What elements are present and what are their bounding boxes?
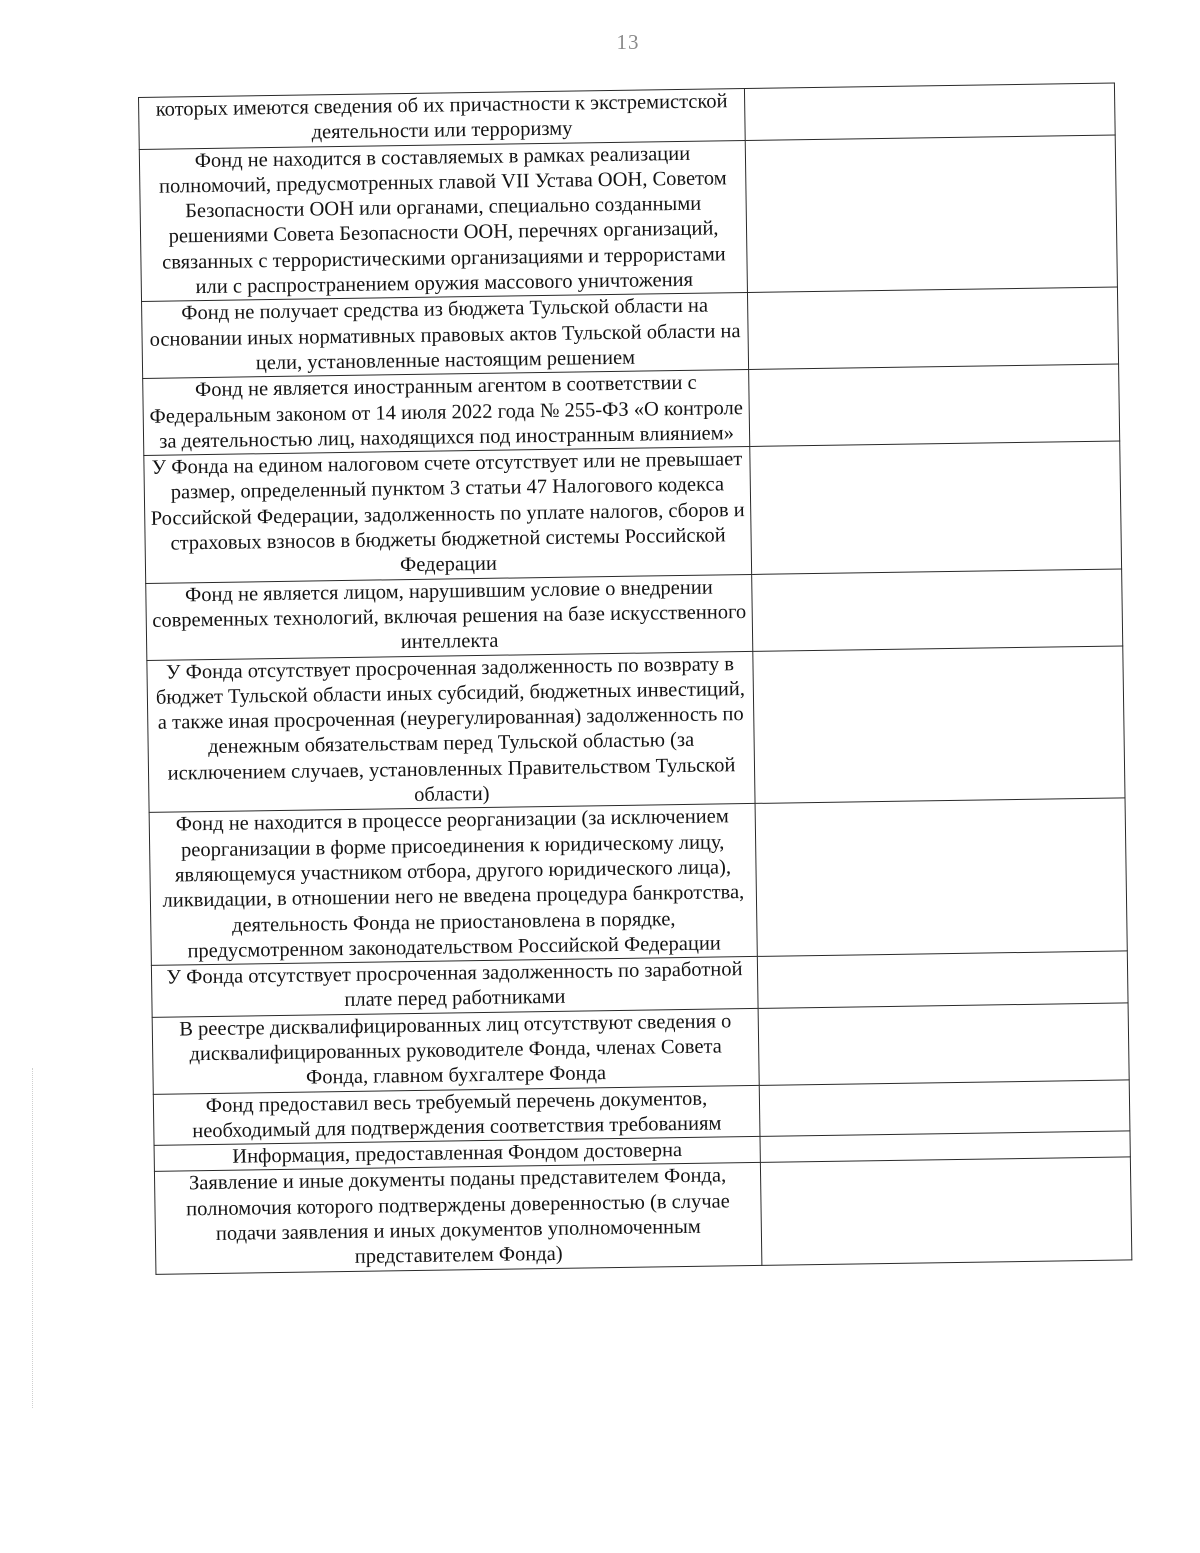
mark-cell xyxy=(758,1003,1129,1085)
criterion-cell: Фонд не получает средства из бюджета Тульской области на основании иных нормативных правовых актов Тульской области на цели, установленные настоящим решением xyxy=(142,293,749,379)
mark-cell xyxy=(747,287,1118,369)
mark-cell xyxy=(750,441,1122,574)
table-row xyxy=(142,287,1119,378)
mark-cell xyxy=(759,1079,1130,1136)
criterion-cell: Информация, предоставленная Фондом достоверна xyxy=(154,1137,760,1172)
criterion-cell: Фонд не находится в составляемых в рамках реализации полномочий, предусмотренных главой VII Устава ООН, Советом Безопасности ООН или органами, специально созданными решениями Совета Безопасности ООН, перечнях организаций, связанных с террористическими организациями и террористами или с распространением оружия массового уничтожения xyxy=(139,140,747,302)
criterion-cell: Фонд не является иностранным агентом в соответствии с Федеральным законом от 14 июля 2022 года № 255-ФЗ «О контроле за деятельностью лиц, находящихся под иностранным влиянием» xyxy=(143,370,750,456)
table-row xyxy=(154,1157,1131,1274)
scan-margin-mark xyxy=(32,1068,34,1408)
mark-cell xyxy=(749,364,1120,446)
table-row xyxy=(146,569,1123,660)
criterion-cell: У Фонда на едином налоговом счете отсутствует или не превышает размер, определенный пунктом 3 статьи 47 Налогового кодекса Российской Федерации, задолженность по уплате налогов, сборов и страховых взносов в бюджеты бюджетной системы Российской Федерации xyxy=(144,447,752,583)
criterion-cell: В реестре дисквалифицированных лиц отсутствуют сведения о дисквалифицированных руководителе Фонда, членах Совета Фонда, главном бухгалтере Фонда xyxy=(152,1008,759,1094)
criterion-cell: Фонд предоставил весь требуемый перечень документов, необходимый для подтверждения соответствия требованиям xyxy=(153,1085,760,1146)
criterion-cell: Заявление и иные документы поданы представителем Фонда, полномочия которого подтверждены доверенностью (в случае подачи заявления и иных документов уполномоченным представителем Фонда) xyxy=(154,1163,761,1274)
mark-cell xyxy=(755,798,1127,956)
page-number: 13 xyxy=(616,30,640,54)
criterion-cell: У Фонда отсутствует просроченная задолженность по заработной плате перед работниками xyxy=(151,957,758,1018)
mark-cell xyxy=(753,645,1125,803)
table-row xyxy=(149,798,1127,965)
mark-cell xyxy=(760,1157,1131,1265)
table-row xyxy=(147,645,1125,812)
criteria-table-container xyxy=(138,83,1113,1275)
mark-cell xyxy=(744,83,1115,140)
table-row xyxy=(139,135,1117,302)
criterion-cell: У Фонда отсутствует просроченная задолженность по возврату в бюджет Тульской области иных субсидий, бюджетных инвестиций, а также иная просроченная (неурегулированная) задолженность по денежным обязательствам перед Тульской областью (за исключением случаев, установленных Правительством Тульской области) xyxy=(147,651,755,813)
mark-cell xyxy=(752,569,1123,651)
mark-cell xyxy=(757,951,1128,1008)
table-row xyxy=(152,1003,1129,1094)
criterion-cell: Фонд не является лицом, нарушившим условие о внедрении современных технологий, включая решения на базе искусственного интеллекта xyxy=(146,574,753,660)
criteria-table xyxy=(138,83,1132,1275)
table-row xyxy=(143,364,1120,455)
criterion-cell: Фонд не находится в процессе реорганизации (за исключением реорганизации в форме присоединения к юридическому лицу, являющемуся участником отбора, другого юридического лица), ликвидации, в отношении него не введена процедура банкротства, деятельность Фонда не приостановлена в порядке, предусмотренном законодательством Российской Федерации xyxy=(149,804,757,966)
table-row xyxy=(144,441,1122,583)
mark-cell xyxy=(745,135,1117,293)
criterion-cell: которых имеются сведения об их причастности к экстремистской деятельности или терроризму xyxy=(139,89,746,150)
